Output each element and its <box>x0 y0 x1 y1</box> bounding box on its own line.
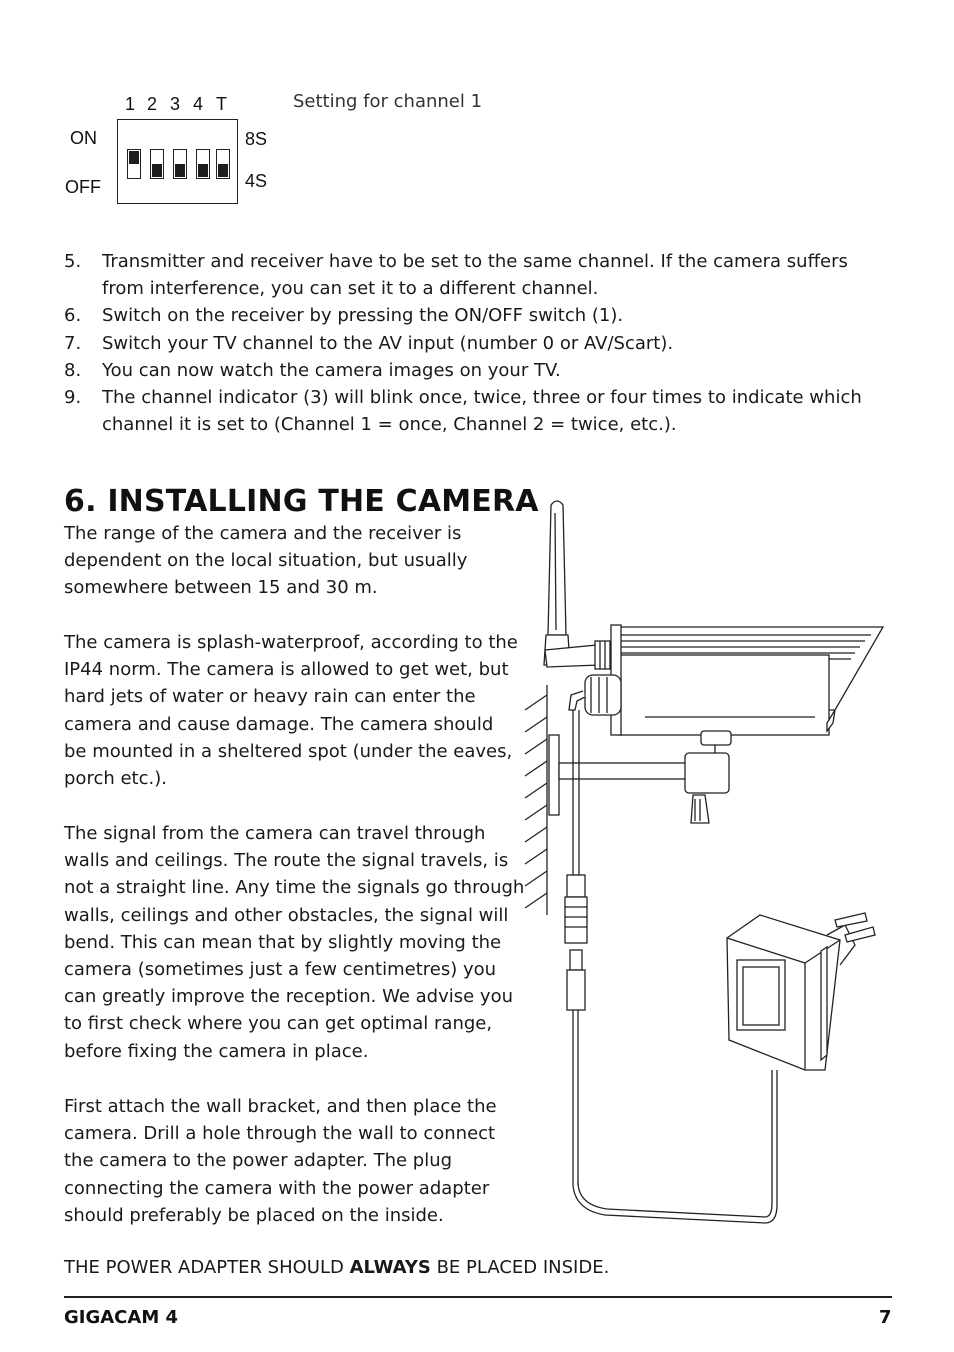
dip-switch-3 <box>173 149 187 179</box>
dip-switch-t <box>216 149 230 179</box>
dip-caption: Setting for channel 1 <box>293 91 483 112</box>
dip-number-4: 4 <box>193 94 204 114</box>
step-number: 6. <box>64 305 82 327</box>
step-text: You can now watch the camera images on your TV. <box>102 359 561 381</box>
step-number: 9. <box>64 387 82 409</box>
dip-4s-label: 4S <box>245 171 268 191</box>
camera-cable-icon <box>565 710 587 943</box>
section-title: 6. INSTALLING THE CAMERA <box>64 484 539 519</box>
wall-icon <box>525 685 547 915</box>
paragraph-mounting: First attach the wall bracket, and then place the camera. Drill a hole through the wall to connect the camera to the power adapter. The plug connecting the camera with the power adapter should preferably be placed on the inside. <box>64 1096 497 1226</box>
paragraph-signal: The signal from the camera can travel through walls and ceilings. The route the signal travels, is not a straight line. Any time the signals go through walls, ceilings and other obstacles, the signal will bend. This can mean that by slightly moving the camera (sometimes just a few centimetres) you can greatly improve the reception. We advise you to first check where you can get optimal range, before fixing the camera in place. <box>64 823 525 1062</box>
dip-switch-2 <box>150 149 164 179</box>
notice-text-end: BE PLACED INSIDE. <box>430 1257 610 1278</box>
wall-bracket-icon <box>549 731 731 823</box>
dip-8s-label: 8S <box>245 129 268 149</box>
paragraph-range: The range of the camera and the receiver is dependent on the local situation, but usually somewhere between 15 and 30 m. <box>64 523 468 599</box>
list-item <box>64 357 884 384</box>
dip-off-label: OFF <box>65 177 101 197</box>
dip-switch-4 <box>196 149 210 179</box>
dip-number-1: 1 <box>125 94 136 114</box>
step-text: Switch on the receiver by pressing the ON/OFF switch (1). <box>102 305 624 327</box>
power-adapter-icon <box>727 913 875 1070</box>
dip-switch-1 <box>127 149 141 179</box>
dip-on-label: ON <box>70 128 97 148</box>
camera-housing-icon <box>611 625 883 735</box>
antenna-icon <box>544 501 617 669</box>
step-text: Switch your TV channel to the AV input (number 0 or AV/Scart). <box>102 332 674 354</box>
cable-gland-icon <box>569 675 621 715</box>
paragraph-waterproof: The camera is splash-waterproof, according to the IP44 norm. The camera is allowed to get wet, but hard jets of water or heavy rain can enter the camera and cause damage. The camera should be mounted in a sheltered spot (under the eaves, porch etc.). <box>64 632 518 790</box>
step-number: 5. <box>64 251 82 272</box>
step-text: The channel indicator (3) will blink once, twice, three or four times to indicate which channel it is set to (Channel 1 = once, Channel 2 = twice, etc.). <box>102 387 862 436</box>
notice-emphasis: ALWAYS <box>349 1257 431 1278</box>
footer-rule <box>64 1296 892 1298</box>
list-item <box>64 330 884 357</box>
step-text: Transmitter and receiver have to be set to the same channel. If the camera suffers from interference, you can set it to a different channel. <box>102 251 848 300</box>
dip-number-t: T <box>216 94 227 114</box>
dip-switch-housing <box>117 119 238 204</box>
dip-number-3: 3 <box>170 94 181 114</box>
footer-product: GIGACAM 4 <box>64 1307 179 1328</box>
dip-number-2: 2 <box>147 94 158 114</box>
step-number: 7. <box>64 332 82 354</box>
notice-text: THE POWER ADAPTER SHOULD <box>64 1257 350 1278</box>
steps-list <box>64 248 884 438</box>
list-item <box>64 248 884 302</box>
camera-installation-illustration <box>515 495 895 1235</box>
footer-page-number: 7 <box>879 1307 892 1328</box>
power-adapter-notice <box>64 1257 609 1278</box>
list-item <box>64 302 884 329</box>
list-item <box>64 384 884 438</box>
step-number: 8. <box>64 359 82 381</box>
